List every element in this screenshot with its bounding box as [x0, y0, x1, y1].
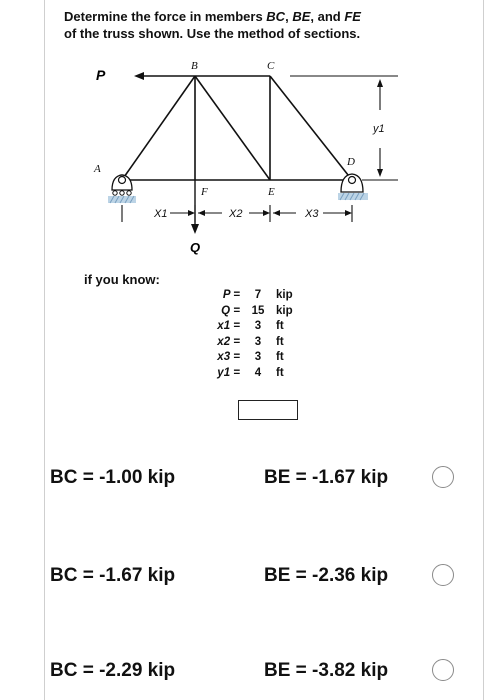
truss-diagram: [0, 0, 503, 270]
option-2-be: BE = -2.36 kip: [264, 565, 389, 586]
given-intro: if you know:: [84, 272, 160, 287]
answer-box: [238, 400, 298, 420]
option-1-radio[interactable]: [432, 466, 454, 488]
label-joint-f: F: [201, 186, 208, 198]
load-p-arrow: [134, 72, 195, 80]
given-values-table: [206, 288, 310, 381]
option-3-radio[interactable]: [432, 659, 454, 681]
given-row-q: Q = 15 kip: [221, 304, 293, 317]
option-3-bc: BC = -2.29 kip: [50, 660, 176, 681]
given-row-x2: x2 = 3 ft: [217, 335, 284, 348]
option-3-be: BE = -3.82 kip: [264, 660, 389, 681]
member-be: [195, 76, 270, 180]
label-y1: y1: [373, 123, 385, 135]
given-row-y1: y1 = 4 ft: [217, 366, 284, 379]
truss-members: [122, 76, 352, 180]
support-d: [338, 174, 368, 200]
problem-statement: Determine the force in members BC, BE, and FE of the truss shown. Use the method of sections.: [64, 9, 361, 41]
option-2-radio[interactable]: [432, 564, 454, 586]
label-p: P: [96, 67, 106, 83]
label-joint-c: C: [267, 60, 275, 72]
given-row-p: P = 7 kip: [222, 289, 293, 301]
option-1-bc: BC = -1.00 kip: [50, 467, 176, 488]
label-x3: X3: [305, 208, 319, 220]
label-joint-a: A: [94, 163, 101, 175]
member-cd: [270, 76, 352, 180]
label-x1: X1: [154, 208, 168, 220]
label-joint-b: B: [191, 60, 198, 72]
label-joint-d: D: [347, 156, 355, 168]
label-q: Q: [190, 240, 201, 255]
label-joint-e: E: [268, 186, 275, 198]
member-ab: [122, 76, 195, 180]
given-row-x3: x3 = 3 ft: [217, 351, 284, 363]
option-2-bc: BC = -1.67 kip: [50, 565, 176, 586]
option-1-be: BE = -1.67 kip: [264, 467, 389, 488]
given-row-x1: x1 = 3 ft: [217, 320, 284, 332]
label-x2: X2: [229, 208, 243, 220]
